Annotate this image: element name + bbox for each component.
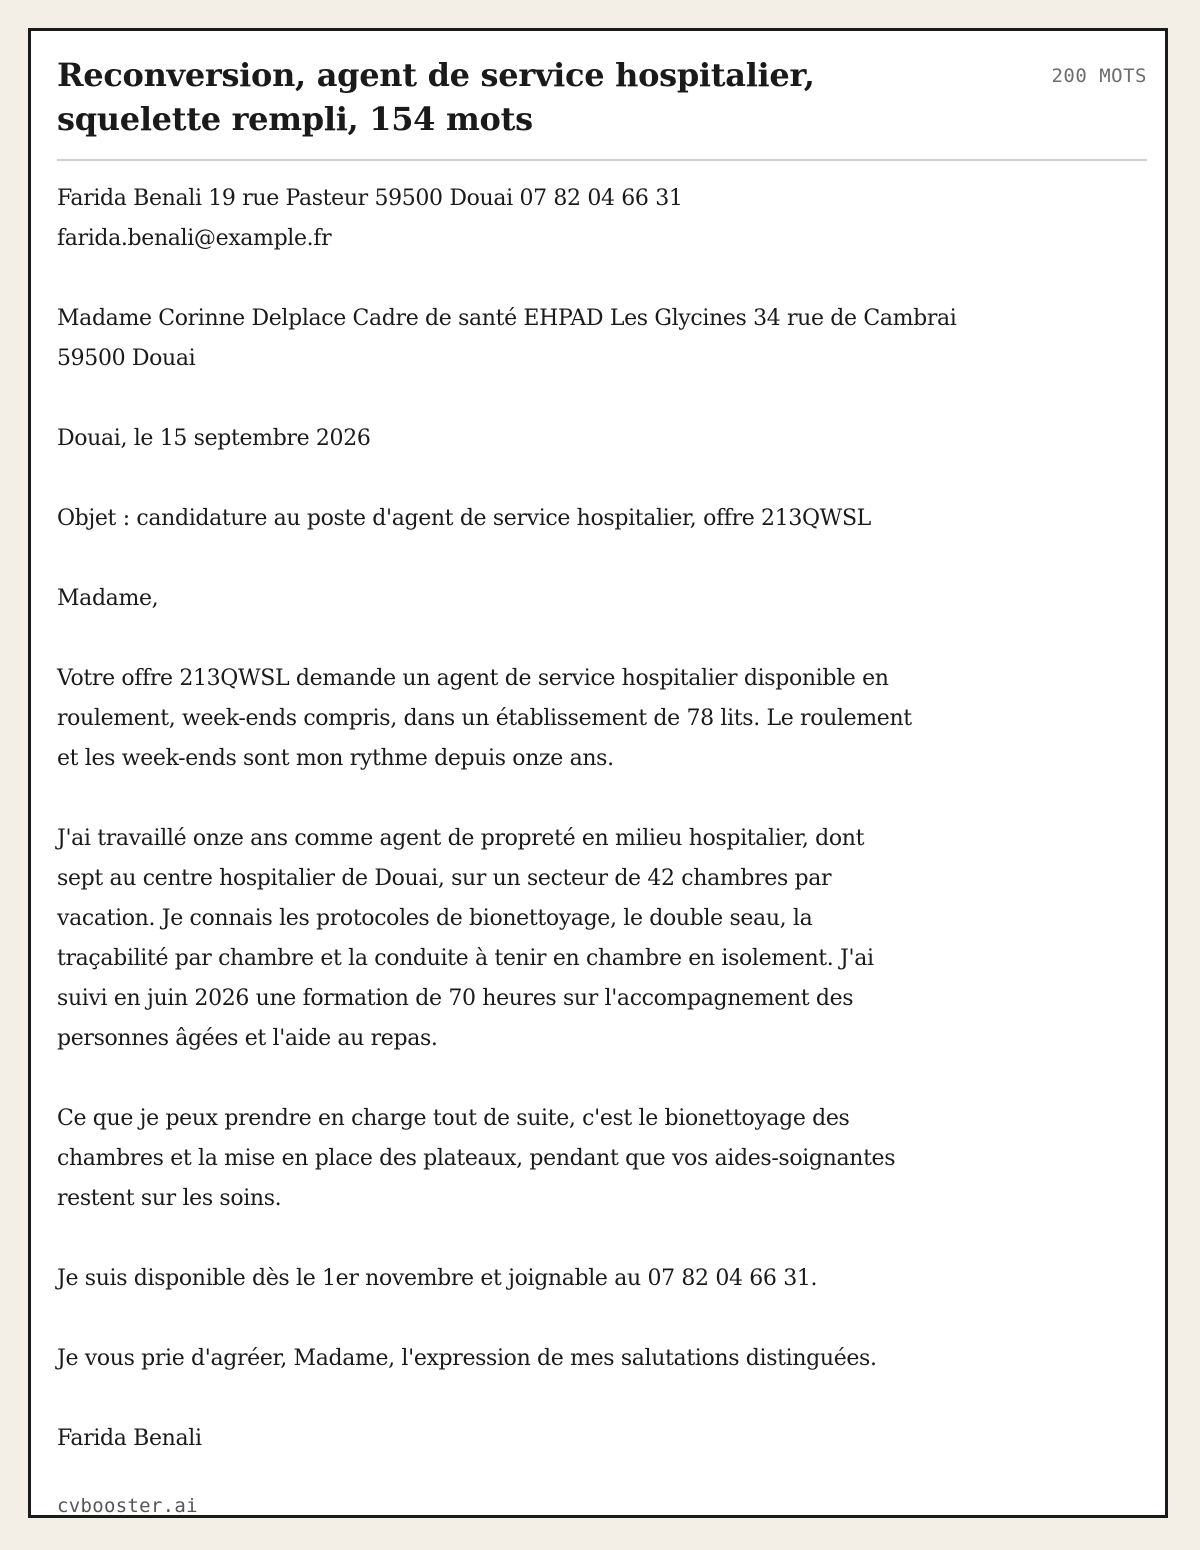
letter-date: Douai, le 15 septembre 2026 (57, 426, 371, 451)
paragraph-experience (57, 819, 1147, 1059)
page-title (57, 53, 937, 141)
sender-email: farida.benali@example.fr (57, 226, 332, 251)
paragraph-line: vacation. Je connais les protocoles de bionettoyage, le double seau, la (57, 906, 813, 931)
paragraph-line: sept au centre hospitalier de Douai, sur un secteur de 42 chambres par (57, 866, 832, 891)
paragraph-offer (57, 659, 1147, 779)
paragraph-line: traçabilité par chambre et la conduite à tenir en chambre en isolement. J'ai (57, 946, 874, 971)
paragraph-line: Votre offre 213QWSL demande un agent de service hospitalier disponible en (57, 666, 889, 691)
paragraph-line: chambres et la mise en place des plateaux, pendant que vos aides-soignantes (57, 1146, 896, 1171)
closing-formula: Je vous prie d'agréer, Madame, l'expression de mes salutations distinguées. (57, 1346, 877, 1371)
title-line: squelette rempli, 154 mots (57, 100, 533, 138)
recipient-block (57, 299, 1147, 379)
letter-card (28, 28, 1168, 1518)
salutation: Madame, (57, 586, 159, 611)
paragraph-contribution (57, 1099, 1147, 1219)
paragraph-line: restent sur les soins. (57, 1186, 282, 1211)
title-line: Reconversion, agent de service hospitalier, (57, 56, 815, 94)
paragraph-line: roulement, week-ends compris, dans un établissement de 78 lits. Le roulement (57, 706, 912, 731)
sender-line: Farida Benali 19 rue Pasteur 59500 Douai 07 82 04 66 31 (57, 186, 683, 211)
word-count-badge: 200 MOTS (1051, 65, 1147, 87)
paragraph-line: personnes âgées et l'aide au repas. (57, 1026, 438, 1051)
availability-line: Je suis disponible dès le 1er novembre et joignable au 07 82 04 66 31. (57, 1266, 818, 1291)
signature: Farida Benali (57, 1426, 202, 1451)
paragraph-line: J'ai travaillé onze ans comme agent de propreté en milieu hospitalier, dont (57, 826, 865, 851)
paragraph-line: suivi en juin 2026 une formation de 70 heures sur l'accompagnement des (57, 986, 854, 1011)
card-header (57, 53, 1147, 161)
recipient-line: Madame Corinne Delplace Cadre de santé EHPAD Les Glycines 34 rue de Cambrai (57, 306, 957, 331)
recipient-line: 59500 Douai (57, 346, 196, 371)
letter-body (57, 179, 1147, 1459)
paragraph-line: Ce que je peux prendre en charge tout de suite, c'est le bionettoyage des (57, 1106, 850, 1131)
sender-block (57, 179, 1147, 259)
letter-subject: Objet : candidature au poste d'agent de service hospitalier, offre 213QWSL (57, 506, 871, 531)
paragraph-line: et les week-ends sont mon rythme depuis onze ans. (57, 746, 614, 771)
brand-footer: cvbooster.ai (57, 1495, 198, 1517)
